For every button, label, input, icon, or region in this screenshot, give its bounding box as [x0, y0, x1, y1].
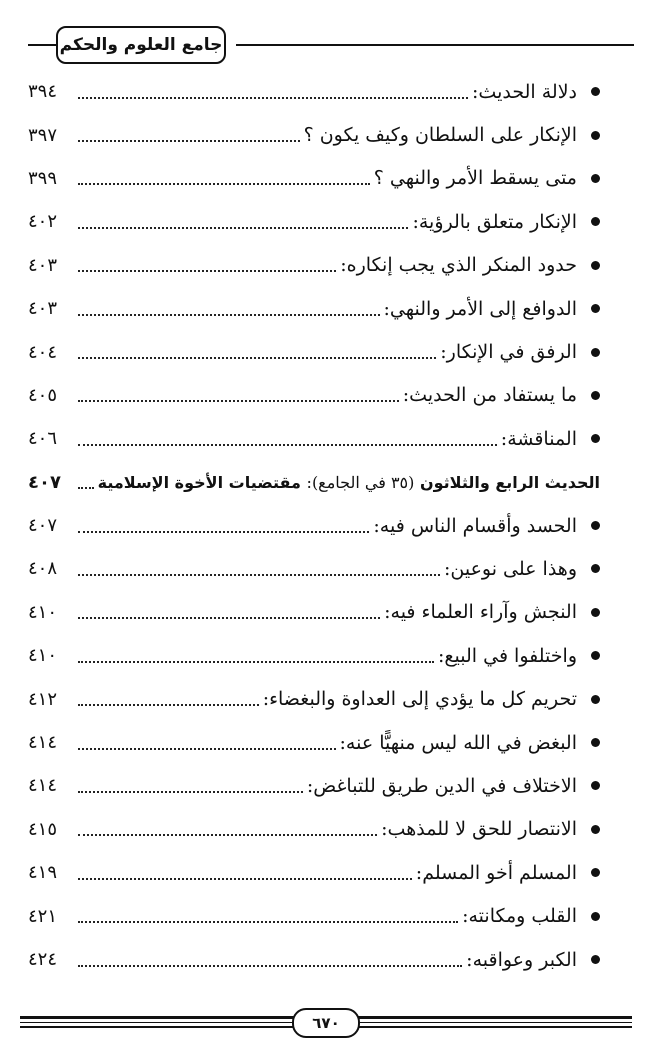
entry-page: ٤٠٤	[28, 341, 58, 363]
entry-title: المسلم أخو المسلم:	[415, 861, 577, 884]
entry-page: ٤١٤	[28, 775, 58, 797]
toc-entry[interactable]	[28, 157, 600, 200]
dot-leader	[78, 227, 408, 229]
entry-title: واختلفوا في البيع:	[438, 644, 577, 667]
entry-page: ٤١٤	[28, 732, 58, 754]
entry-page: ٤١٥	[28, 818, 58, 840]
entry-page: ٤١٠	[28, 645, 58, 667]
bullet-icon	[591, 521, 600, 530]
toc-entry[interactable]	[28, 244, 600, 287]
toc-entry[interactable]	[28, 330, 600, 373]
entry-title: الكبر وعواقبه:	[466, 948, 577, 971]
entry-title: تحريم كل ما يؤدي إلى العداوة والبغضاء:	[262, 688, 577, 711]
bullet-icon	[591, 781, 600, 790]
entry-title: البغض في الله ليس منهيًّا عنه:	[339, 731, 577, 754]
bullet-icon	[591, 304, 600, 313]
entry-title: المناقشة:	[500, 427, 577, 450]
entry-title: الرفق في الإنكار:	[440, 341, 577, 364]
entry-page: ٤٠٧	[28, 515, 58, 537]
entry-title: متى يسقط الأمر والنهي ؟	[373, 167, 577, 190]
entry-page: ٤٢١	[28, 905, 58, 927]
toc-entry[interactable]	[28, 374, 600, 417]
bullet-icon	[591, 955, 600, 964]
dot-leader	[78, 921, 458, 923]
bullet-icon	[591, 608, 600, 617]
running-header	[28, 20, 634, 68]
bullet-icon	[591, 87, 600, 96]
book-title: جامع العلوم والحكم	[56, 26, 226, 64]
dot-leader	[78, 531, 369, 533]
dot-leader	[78, 97, 468, 99]
table-of-contents	[28, 70, 600, 981]
toc-entry[interactable]	[28, 417, 600, 460]
toc-entry[interactable]	[28, 504, 600, 547]
toc-entry[interactable]	[28, 547, 600, 590]
bullet-icon	[591, 217, 600, 226]
entry-page: ٤٠٥	[28, 384, 58, 406]
entry-page: ٤١٩	[28, 862, 58, 884]
section-title	[98, 473, 600, 492]
dot-leader	[78, 704, 259, 706]
bullet-icon	[591, 868, 600, 877]
toc-entry[interactable]	[28, 287, 600, 330]
entry-title: الإنكار متعلق بالرؤية:	[412, 210, 577, 233]
bullet-icon	[591, 651, 600, 660]
toc-entry[interactable]	[28, 677, 600, 720]
dot-leader	[78, 661, 434, 663]
bullet-icon	[591, 131, 600, 140]
dot-leader	[78, 487, 94, 489]
entry-title: دلالة الحديث:	[472, 80, 577, 103]
page-footer	[20, 1004, 632, 1044]
dot-leader	[78, 834, 377, 836]
bullet-icon	[591, 174, 600, 183]
toc-entry[interactable]	[28, 113, 600, 156]
bullet-icon	[591, 434, 600, 443]
entry-title: حدود المنكر الذي يجب إنكاره:	[340, 254, 577, 277]
entry-title: النجش وآراء العلماء فيه:	[384, 601, 577, 624]
dot-leader	[78, 183, 370, 185]
entry-title: الإنكار على السلطان وكيف يكون ؟	[303, 124, 577, 147]
dot-leader	[78, 444, 497, 446]
toc-section-heading[interactable]	[28, 461, 600, 504]
bullet-icon	[591, 391, 600, 400]
entry-title: ما يستفاد من الحديث:	[402, 384, 577, 407]
dot-leader	[78, 314, 380, 316]
bullet-icon	[591, 912, 600, 921]
entry-page: ٤١٢	[28, 688, 58, 710]
entry-title: الدوافع إلى الأمر والنهي:	[383, 297, 577, 320]
toc-entry[interactable]	[28, 721, 600, 764]
dot-leader	[78, 791, 303, 793]
entry-title: الانتصار للحق لا للمذهب:	[381, 818, 577, 841]
dot-leader	[78, 878, 412, 880]
toc-entry[interactable]	[28, 764, 600, 807]
toc-entry[interactable]	[28, 634, 600, 677]
dot-leader	[78, 140, 300, 142]
entry-title: الاختلاف في الدين طريق للتباغض:	[306, 774, 577, 797]
dot-leader	[78, 748, 336, 750]
toc-entry[interactable]	[28, 200, 600, 243]
entry-page: ٤١٠	[28, 601, 58, 623]
entry-page: ٣٩٤	[28, 81, 58, 103]
bullet-icon	[591, 261, 600, 270]
entry-title: الحسد وأقسام الناس فيه:	[373, 514, 577, 537]
toc-entry[interactable]	[28, 894, 600, 937]
dot-leader	[78, 270, 336, 272]
toc-entry[interactable]	[28, 851, 600, 894]
header-rule-right	[236, 44, 634, 46]
section-bracket: (٣٥ في الجامع):	[306, 472, 415, 492]
entry-page: ٤٠٣	[28, 298, 58, 320]
dot-leader	[78, 357, 436, 359]
section-page: ٤٠٧	[28, 471, 61, 493]
toc-entry[interactable]	[28, 808, 600, 851]
entry-page: ٤٠٦	[28, 428, 58, 450]
dot-leader	[78, 965, 462, 967]
entry-page: ٤٠٢	[28, 211, 58, 233]
toc-entry[interactable]	[28, 938, 600, 981]
dot-leader	[78, 617, 380, 619]
section-subject: مقتضيات الأخوة الإسلامية	[97, 472, 301, 492]
entry-page: ٤٠٣	[28, 254, 58, 276]
toc-entry[interactable]	[28, 70, 600, 113]
bullet-icon	[591, 695, 600, 704]
dot-leader	[78, 400, 399, 402]
entry-title: القلب ومكانته:	[462, 905, 577, 928]
toc-entry[interactable]	[28, 591, 600, 634]
bullet-icon	[591, 738, 600, 747]
bullet-icon	[591, 348, 600, 357]
page-number: ٦٧٠	[292, 1008, 360, 1038]
entry-page: ٤٢٤	[28, 949, 58, 970]
entry-page: ٣٩٧	[28, 124, 58, 146]
entry-page: ٤٠٨	[28, 558, 58, 580]
bullet-icon	[591, 564, 600, 573]
bullet-icon	[591, 825, 600, 834]
dot-leader	[78, 574, 440, 576]
entry-title: وهذا على نوعين:	[443, 557, 577, 580]
section-prefix: الحديث الرابع والثلاثون	[419, 472, 600, 492]
entry-page: ٣٩٩	[28, 167, 58, 189]
